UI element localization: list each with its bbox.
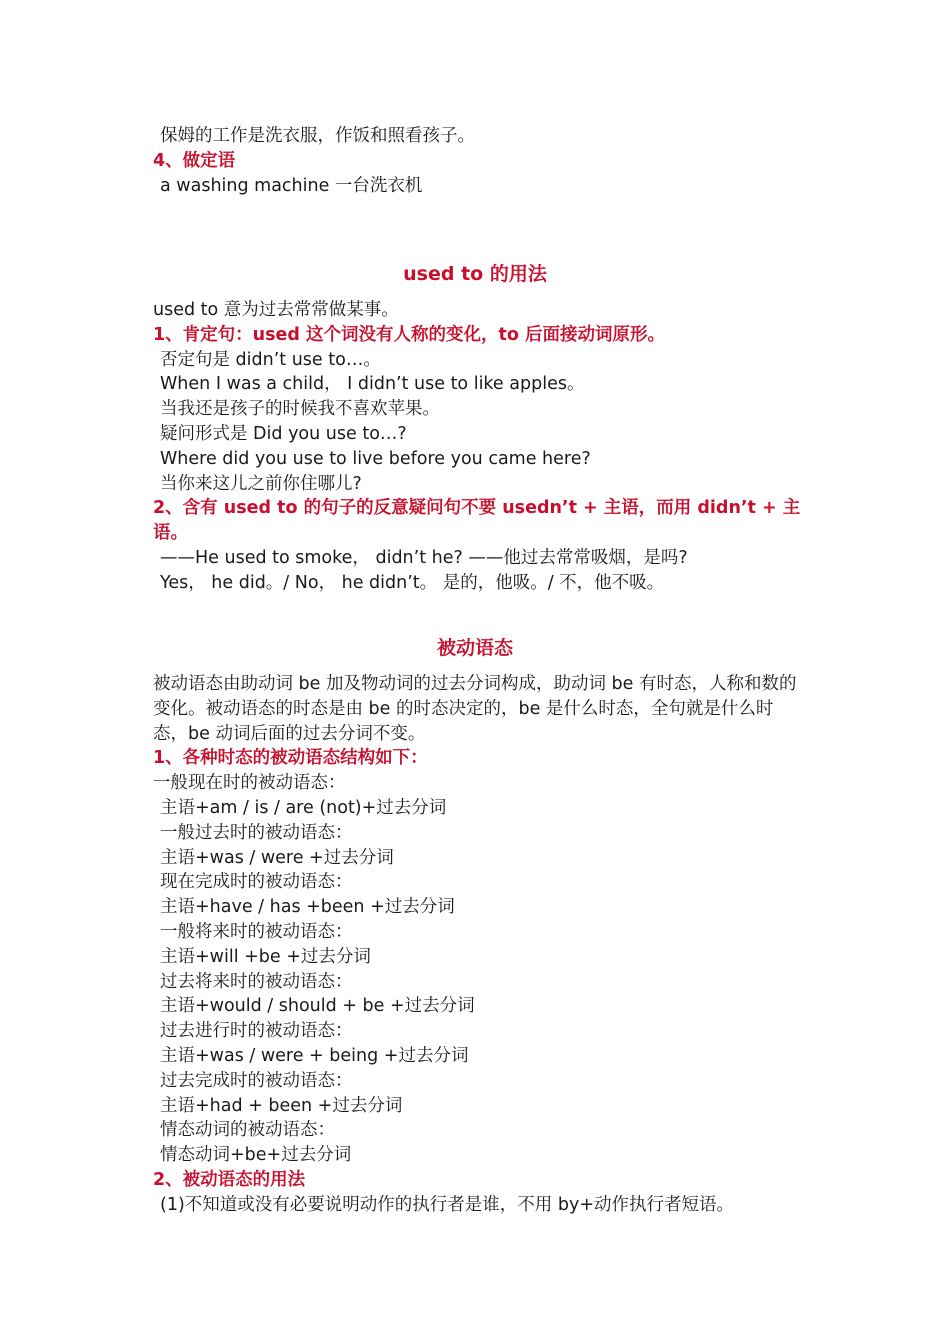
text-line: 主语+was / were + being +过去分词 — [160, 1045, 469, 1066]
text-line: Where did you use to live before you came here? — [160, 448, 591, 469]
subheading: 2、被动语态的用法 — [153, 1169, 306, 1190]
text-line: 情态动词的被动语态： — [160, 1120, 335, 1141]
text-line: 过去完成时的被动语态： — [160, 1070, 353, 1091]
text-line: 主语+was / were +过去分词 — [160, 847, 394, 868]
text-line: 当我还是孩子的时候我不喜欢苹果。 — [160, 399, 440, 420]
text-line: ——He used to smoke， didn’t he? ——他过去常常吸烟，是吗? — [160, 547, 688, 568]
text-line: 主语+had + been +过去分词 — [160, 1095, 403, 1116]
text-line: 主语+would / should + be +过去分词 — [160, 996, 475, 1017]
text-line: 过去进行时的被动语态： — [160, 1021, 353, 1042]
text-line: 主语+have / has +been +过去分词 — [160, 897, 455, 918]
subheading: 1、肯定句：used 这个词没有人称的变化，to 后面接动词原形。 — [153, 324, 666, 345]
section-used-to — [153, 298, 833, 596]
section-continuation — [153, 124, 813, 198]
paragraph: 被动语态由助动词 be 加及物动词的过去分词构成，助动词 be 有时态，人称和数的变化。被动语态的时态是由 be 的时态决定的，be 是什么时态，全句就是什么时态，be 动词后面的过去分词不变。 — [153, 674, 797, 744]
section-title-passive-voice: 被动语态 — [436, 637, 513, 659]
text-line: 当你来这儿之前你住哪儿? — [160, 473, 362, 494]
text-line: 现在完成时的被动语态： — [160, 872, 353, 893]
section-passive-voice — [153, 672, 803, 1218]
section-title-used-to: used to 的用法 — [403, 263, 547, 285]
text-line: 否定句是 didn’t use to…。 — [160, 349, 381, 370]
subheading: 1、各种时态的被动语态结构如下： — [153, 748, 428, 769]
text-line: a washing machine 一台洗衣机 — [160, 175, 423, 196]
text-line: 保姆的工作是洗衣服，作饭和照看孩子。 — [160, 126, 475, 146]
text-line: 一般过去时的被动语态： — [160, 822, 353, 843]
text-line: 情态动词+be+过去分词 — [160, 1145, 352, 1166]
text-line: 一般将来时的被动语态： — [160, 921, 353, 942]
subheading: 4、做定语 — [153, 150, 236, 171]
text-line: (1)不知道或没有必要说明动作的执行者是谁，不用 by+动作执行者短语。 — [160, 1194, 734, 1215]
text-line: 主语+will +be +过去分词 — [160, 946, 371, 967]
text-line: 过去将来时的被动语态： — [160, 971, 353, 992]
subheading: 2、含有 used to 的句子的反意疑问句不要 usedn’t + 主语，而用 didn’t + 主语。 — [153, 498, 801, 544]
text-line: 疑问形式是 Did you use to…? — [160, 423, 407, 444]
text-line: Yes， he did。/ No， he didn’t。 是的，他吸。/ 不，他不吸。 — [160, 572, 665, 593]
text-line: When I was a child， I didn’t use to like apples。 — [160, 374, 585, 395]
text-line: 一般现在时的被动语态： — [153, 773, 346, 794]
text-line: used to 意为过去常常做某事。 — [153, 300, 399, 320]
text-line: 主语+am / is / are (not)+过去分词 — [160, 797, 447, 818]
